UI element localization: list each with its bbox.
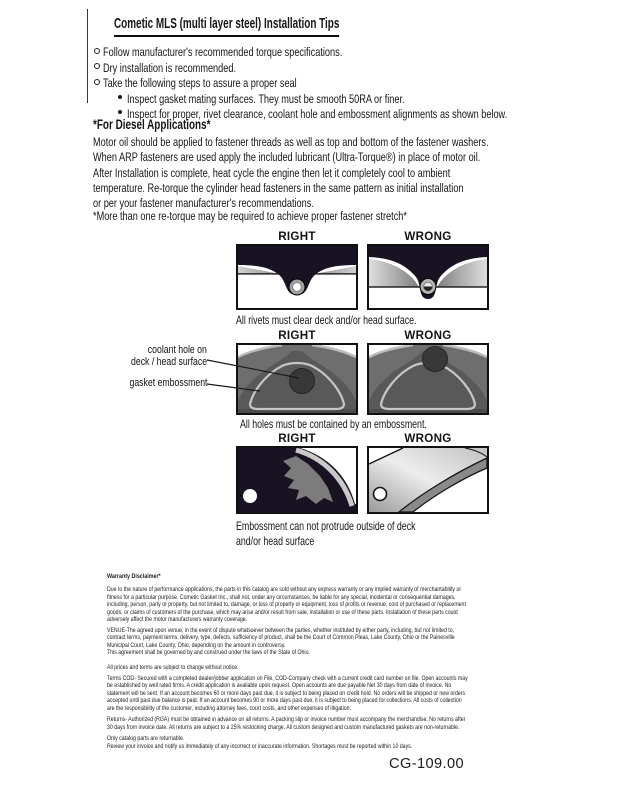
text-line: goods, or claims of customers of the purchase, which may arise and/or result from sale, installation or use of these parts. Installation of these parts could	[107, 608, 458, 616]
embossment-right-diagram	[236, 343, 358, 415]
text-line: Terms COD- Secured with a completed dealer/jobber application on File, COD-Company check with a current credit card number on file. Open accounts may	[107, 674, 468, 682]
retorque-note	[93, 209, 517, 224]
list-item	[94, 59, 618, 75]
page-code: CG-109.00	[389, 756, 464, 772]
text-line: VENUE-The agreed upon venue, in the event of dispute whatsoever between the parties, whether instituted by either party, including, but not limited to,	[107, 626, 455, 634]
coolant-hole	[290, 369, 315, 394]
open-bullet-icon	[94, 63, 100, 69]
caption-text: Embossment can not protrude outside of deck	[236, 519, 416, 533]
list-item-text: Dry installation is recommended.	[103, 60, 237, 75]
text-line: Municipal Court, Lake County, Ohio, depending on the amount in controversy.	[107, 641, 286, 649]
warranty-disclaimer	[107, 573, 517, 750]
text-line: Returns- Authorized (RGA) must be obtained in advance on all returns. A packing slip or invoice number must accompany the merchandise. No returns after	[107, 716, 466, 724]
text-line: After Installation is complete, heat cycle the engine then let it completely cool to ambient	[93, 166, 451, 180]
disclaimer-heading: Warranty Disclaimer*	[107, 573, 161, 580]
bolt-hole	[374, 488, 387, 501]
diesel-heading	[93, 117, 252, 132]
coolant-hole-callout	[88, 344, 207, 369]
text-line: Due to the nature of performance applications, the parts in this catalog are sold without any express warranty or any implied warranty of merchantability or	[107, 586, 462, 594]
coolant-hole	[423, 347, 448, 372]
wrong-label-row2: WRONG	[404, 329, 452, 342]
text-line: fitness for a particular purpose. Cometic Gasket Inc., shall not, under any circumstances, be liable for any special, incidental or consequential damages,	[107, 593, 456, 601]
text-line: or per your fastener manufacturer's recommendations.	[93, 196, 314, 211]
right-label-row1: RIGHT	[278, 230, 316, 243]
caption-text: and/or head surface	[236, 534, 315, 548]
text-line: deck / head surface	[130, 356, 207, 369]
filled-bullet-icon	[118, 95, 122, 99]
text-line: adversely affect the motor manufacturers warranty coverage.	[107, 616, 248, 624]
prices-note	[107, 664, 517, 671]
installation-tips-list	[94, 43, 618, 121]
text-line: accepted until past due balance is paid. If an account becomes 90 or more days past due, it is subject to being placed for collections. All costs of collection	[107, 697, 462, 705]
caption-row3	[236, 519, 479, 548]
text-line: statement will be sent. If an account becomes 60 or more days past due, it is subject to being placed on credit hold. No orders will be shipped or new orders	[107, 689, 466, 697]
text-line: are the responsibility of the customer, including attorney fees, court costs, and other expenses of litigation.	[107, 704, 351, 712]
bolt-hole	[243, 489, 257, 503]
text-line: coolant hole on	[147, 344, 207, 356]
text-line: gasket embossment	[129, 377, 207, 389]
text-line: 30 days from invoice date. All returns are subject to a 25% restocking charge. All custom designed and custom manufactured gaskets are non-returnable.	[107, 723, 460, 731]
diesel-paragraph-1	[93, 135, 618, 165]
page-title-text: Cometic MLS (multi layer steel) Installation Tips	[114, 16, 339, 37]
wrong-label-row3: WRONG	[404, 432, 452, 445]
diesel-paragraph-2	[93, 166, 594, 212]
list-item	[94, 43, 618, 59]
list-item-text: Follow manufacturer's recommended torque specifications.	[103, 45, 343, 59]
notes-paragraph	[107, 735, 517, 750]
embossment-wrong-diagram	[367, 343, 489, 415]
diesel-heading-text: *For Diesel Applications*	[93, 117, 211, 132]
text-line: This agreement shall be governed by and construed under the laws of the State of Ohio.	[107, 649, 310, 657]
list-item	[94, 74, 618, 90]
terms-paragraph	[107, 675, 517, 712]
venue-paragraph	[107, 627, 517, 657]
text-line: When ARP fasteners are used apply the included lubricant (Ultra-Torque®) in place of motor oil.	[93, 150, 481, 165]
caption-row2	[240, 417, 493, 431]
right-label-row2: RIGHT	[278, 329, 316, 342]
text-line: All prices and terms are subject to change without notice.	[107, 663, 239, 671]
rivet-right-diagram	[236, 244, 358, 310]
protrusion-wrong-diagram	[367, 446, 489, 514]
text-line: be established by well rated firms. A credit application is available upon request. Open accounts are due payable Net 30 days from date of invoice. No	[107, 682, 452, 690]
text-line: temperature. Re-torque the cylinder head fasteners in the same pattern as initial installation	[93, 181, 464, 196]
protrusion-right-diagram	[236, 446, 358, 514]
text-line: *More than one re-torque may be required to achieve proper fastener stretch*	[93, 209, 407, 223]
liability-paragraph	[107, 586, 517, 623]
filled-bullet-icon	[118, 110, 122, 114]
returns-paragraph	[107, 716, 517, 731]
list-item-text: Inspect gasket mating surfaces. They must be smooth 50RA or finer.	[127, 91, 405, 106]
text-line: Review your invoice and notify us immediately of any incorrect or inaccurate information. Shortages must be reported within 10 days.	[107, 742, 413, 750]
text-line: contract terms, payment terms, delivery, type, defects, sufficiency of product, shall be the Court of Common Pleas, Lake County, Ohio or the Painesville	[107, 634, 455, 642]
open-bullet-icon	[94, 79, 100, 85]
text-line: including, person, party or property, but not limited to, damage, or loss of property or equipment, loss of profits or revenue, cost of purchased or replacement	[107, 601, 466, 609]
list-sub-item	[94, 90, 618, 106]
open-bullet-icon	[94, 48, 100, 54]
text-line: Motor oil should be applied to fastener threads as well as top and bottom of the fastener washers.	[93, 135, 489, 149]
right-label-row3: RIGHT	[278, 432, 316, 445]
text-line: Only catalog parts are returnable.	[107, 735, 185, 743]
caption-text: All rivets must clear deck and/or head surface.	[236, 313, 417, 327]
list-item-text: Take the following steps to assure a proper seal	[103, 76, 297, 90]
wrong-label-row1: WRONG	[404, 230, 452, 243]
page-title	[114, 16, 445, 37]
list-item-text: Inspect for proper, rivet clearance, coolant hole and embossment alignments as shown below.	[127, 107, 508, 121]
gasket-embossment-callout	[88, 377, 207, 389]
caption-text: All holes must be contained by an embossment.	[240, 417, 427, 431]
rivet-wrong-diagram	[367, 244, 489, 310]
caption-row1	[236, 313, 480, 327]
left-margin-rule	[87, 9, 88, 103]
